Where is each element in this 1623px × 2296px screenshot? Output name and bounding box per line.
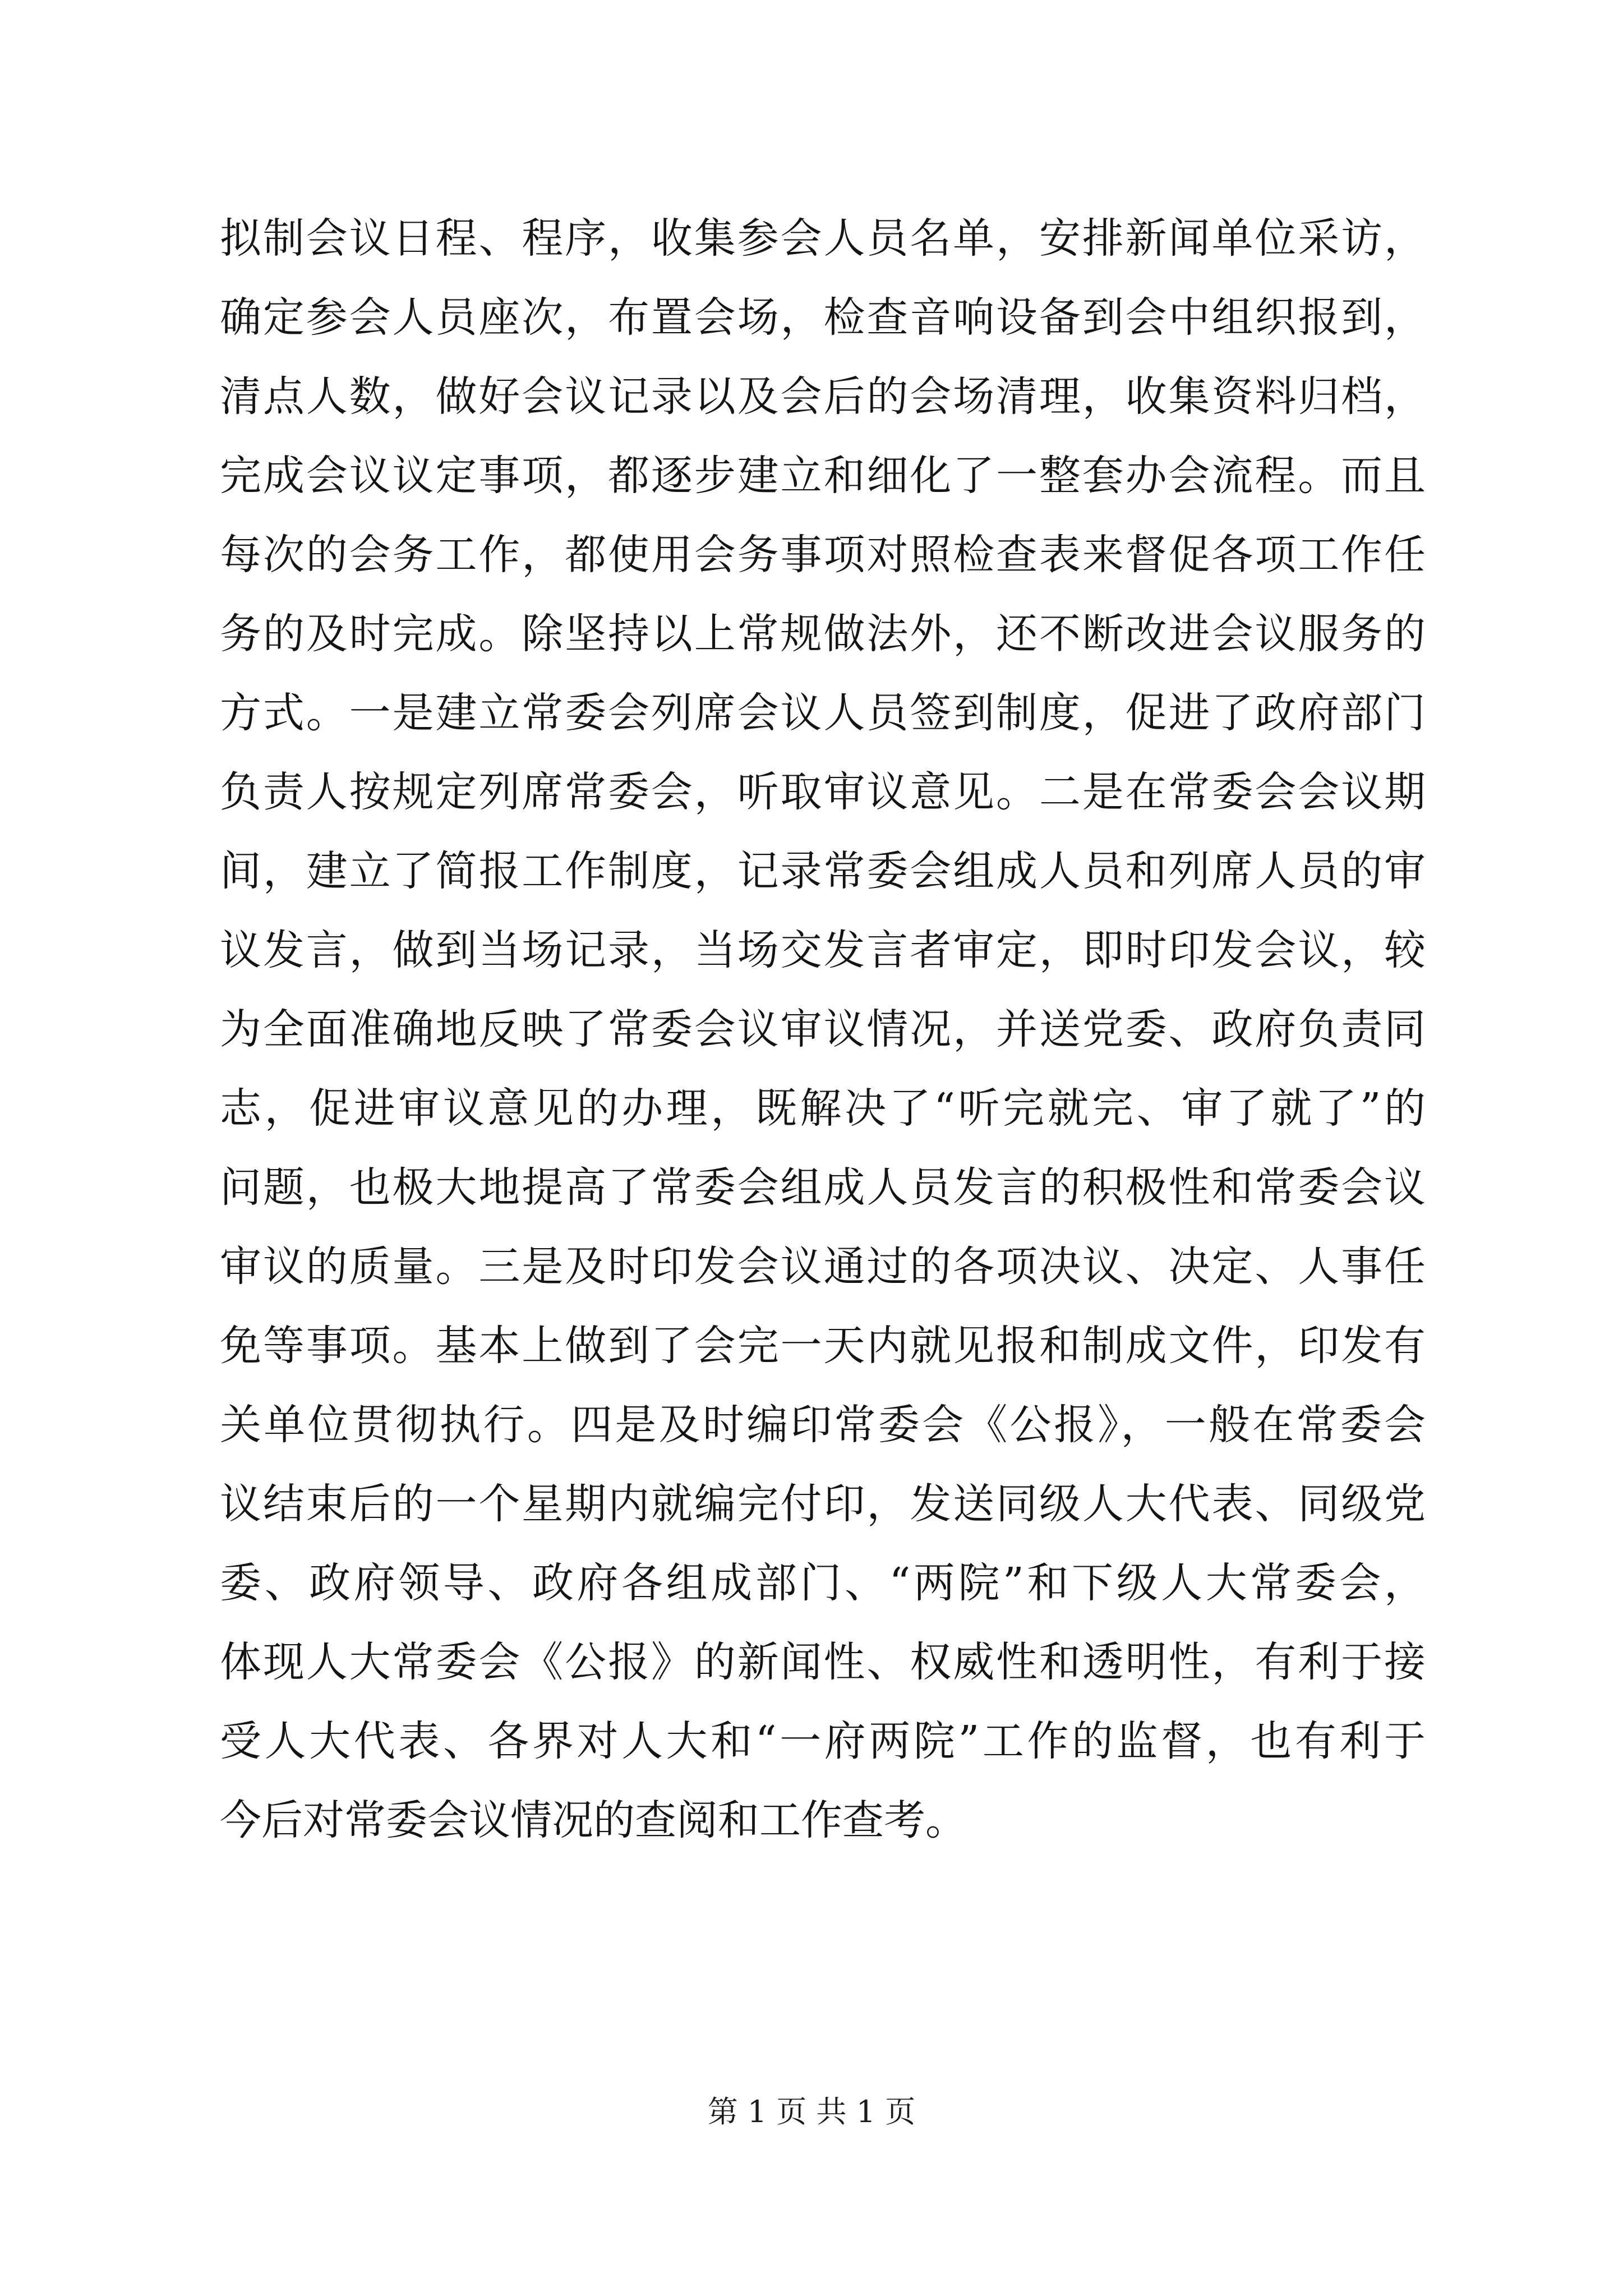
text-line-8: 负责人按规定列席常委会，听取审议意见。二是在常委会会议期 [220, 768, 1426, 816]
text-line-19: 体现人大常委会《公报》的新闻性、权威性和透明性，有利于接 [220, 1638, 1426, 1686]
text-line-13: 问题，也极大地提高了常委会组成人员发言的积极性和常委会议 [220, 1163, 1426, 1212]
text-line-21: 今后对常委会议情况的查阅和工作查考。 [220, 1796, 967, 1844]
text-line-20: 受人大代表、各界对人大和“一府两院”工作的监督，也有利于 [220, 1717, 1426, 1765]
text-line-2: 确定参会人员座次，布置会场，检查音响设备到会中组织报到， [220, 293, 1426, 342]
text-line-11: 为全面准确地反映了常委会议审议情况，并送党委、政府负责同 [220, 1005, 1426, 1053]
text-line-9: 间，建立了简报工作制度，记录常委会组成人员和列席人员的审 [220, 847, 1426, 895]
text-line-18: 委、政府领导、政府各组成部门、“两院”和下级人大常委会， [220, 1559, 1426, 1607]
text-line-12: 志，促进审议意见的办理，既解决了“听完就完、审了就了”的 [220, 1084, 1426, 1133]
text-line-17: 议结束后的一个星期内就编完付印，发送同级人大代表、同级党 [220, 1480, 1426, 1528]
text-line-15: 免等事项。基本上做到了会完一天内就见报和制成文件，印发有 [220, 1322, 1426, 1370]
text-line-7: 方式。一是建立常委会列席会议人员签到制度，促进了政府部门 [220, 689, 1426, 737]
text-line-6: 务的及时完成。除坚持以上常规做法外，还不断改进会议服务的 [220, 610, 1426, 658]
text-line-4: 完成会议议定事项，都逐步建立和细化了一整套办会流程。而且 [220, 452, 1426, 500]
page-number-footer: 第 1 页 共 1 页 [707, 2094, 916, 2129]
text-line-3: 清点人数，做好会议记录以及会后的会场清理，收集资料归档， [220, 372, 1426, 421]
text-line-16: 关单位贯彻执行。四是及时编印常委会《公报》，一般在常委会 [220, 1401, 1426, 1449]
text-line-10: 议发言，做到当场记录，当场交发言者审定，即时印发会议，较 [220, 926, 1426, 974]
text-line-14: 审议的质量。三是及时印发会议通过的各项决议、决定、人事任 [220, 1243, 1426, 1291]
text-line-1: 拟制会议日程、程序，收集参会人员名单，安排新闻单位采访， [220, 214, 1426, 263]
body-paragraph [220, 199, 1426, 1860]
text-line-5: 每次的会务工作，都使用会务事项对照检查表来督促各项工作任 [220, 531, 1426, 579]
